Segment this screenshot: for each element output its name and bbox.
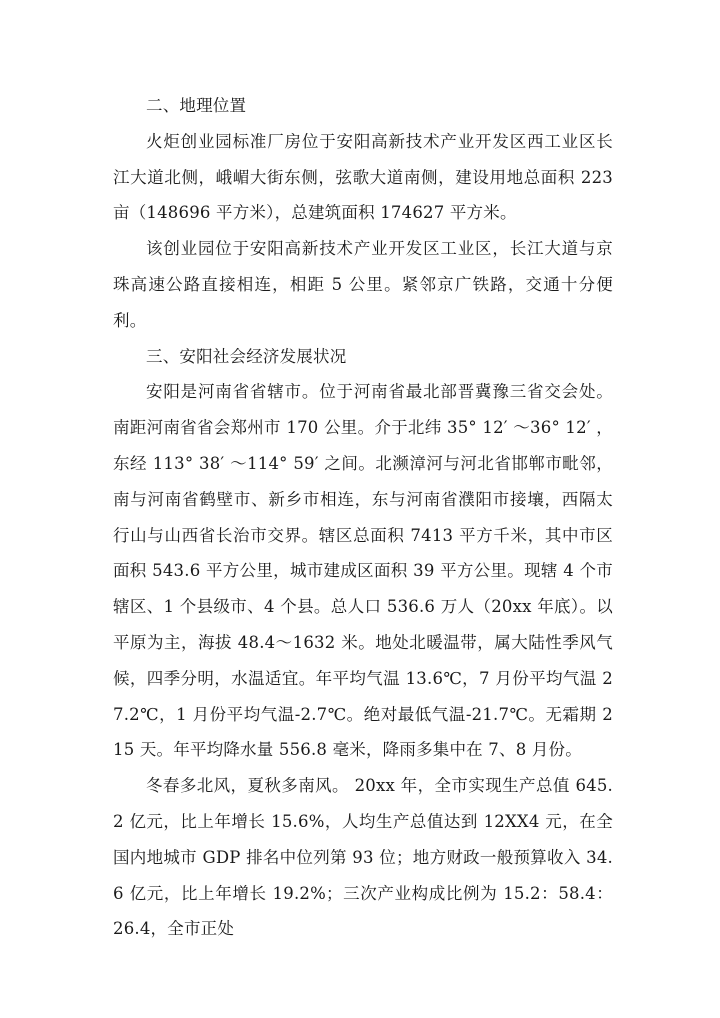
paragraph-anyang-overview: 安阳是河南省省辖市。位于河南省最北部晋冀豫三省交会处。南距河南省省会郑州市 170 公里。介于北纬 35° 12′ ～36° 12′ ，东经 113° 38′ ～114° 59′ 之间。北濒漳河与河北省邯郸市毗邻，南与河南省鹤壁市、新乡市相连，东与河南省濮阳市接壤，西隔太行山与山西省长治市交界。辖区总面积 7413 平方千米，其中市区面积 543.6 平方公里，城市建成区面积 39 平方公里。现辖 4 个市辖区、1 个县级市、4 个县。总人口 536.6 万人（20xx 年底）。以平原为主，海拔 48.4～1632 米。地处北暖温带，属大陆性季风气候，四季分明，水温适宜。年平均气温 13.6℃，7 月份平均气温 27.2℃，1 月份平均气温-2.7℃。绝对最低气温-21.7℃。无霜期 215 天。年平均降水量 556.8 毫米，降雨多集中在 7、8 月份。 (113, 382, 613, 760)
document-body (113, 88, 613, 947)
paragraph-transport: 该创业园位于安阳高新技术产业开发区工业区，长江大道与京珠高速公路直接相连，相距 5 公里。紧邻京广铁路，交通十分便利。 (113, 239, 613, 330)
section-heading-economy: 三、安阳社会经济发展状况 (146, 346, 347, 366)
section-heading-geography: 二、地理位置 (146, 96, 247, 115)
paragraph-location-details: 火炬创业园标准厂房位于安阳高新技术产业开发区西工业区长江大道北侧，峨嵋大街东侧，弦歌大道南侧，建设用地总面积 223 亩（148696 平方米），总建筑面积 174627 平方米。 (113, 131, 613, 223)
paragraph-economic-stats: 冬春多北风，夏秋多南风。 20xx 年，全市实现生产总值 645.2 亿元，比上年增长 15.6%，人均生产总值达到 12XX4 元，在全国内地城市 GDP 排名中位列第 93 位；地方财政一般预算收入 34.6 亿元，比上年增长 19.2%；三次产业构成比例为 15.2：58.4：26.4，全市正处 (113, 776, 613, 939)
